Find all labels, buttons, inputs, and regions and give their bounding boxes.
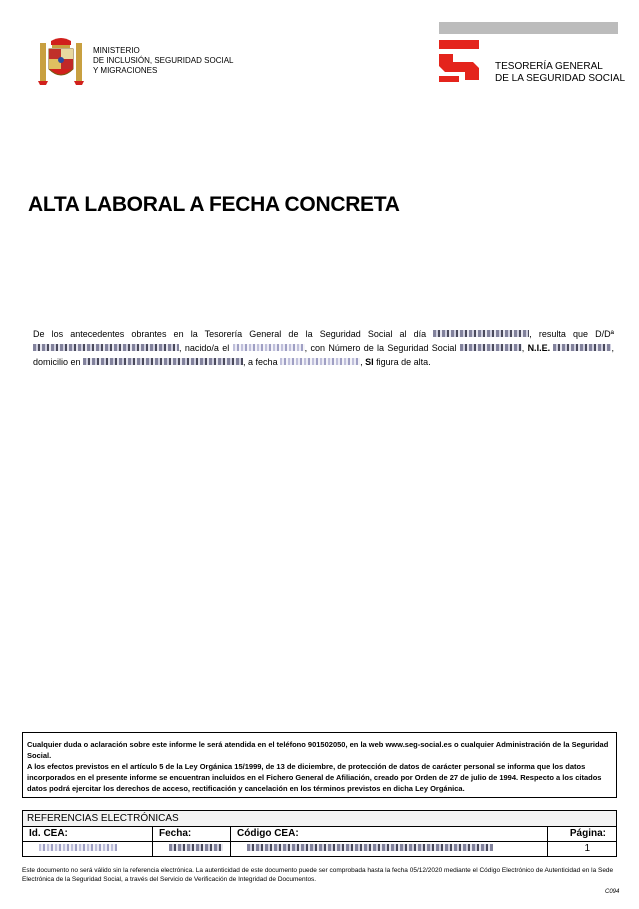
header-grey-bar [439, 22, 618, 34]
document-code: C094 [605, 889, 620, 895]
certificate-paragraph [33, 327, 614, 369]
ministry-line: MINISTERIO [93, 46, 140, 55]
body-text: , nacido/a el [179, 343, 230, 353]
redacted-ss-number [460, 344, 522, 351]
body-text: , [360, 357, 363, 367]
references-title: REFERENCIAS ELECTRÓNICAS [23, 811, 616, 827]
tgss-logo [439, 40, 481, 82]
references-header-row [23, 827, 616, 842]
redacted-address [83, 358, 243, 365]
redacted-fecha-cea [169, 844, 223, 851]
body-text: , resulta que D/Dª [529, 329, 614, 339]
redacted-codigo-cea [247, 844, 493, 851]
redacted-id-cea [39, 844, 117, 851]
body-text: De los antecedentes obrantes en la Tesorería General de la Seguridad Social al día [33, 329, 427, 339]
document-title: ALTA LABORAL A FECHA CONCRETA [28, 193, 400, 216]
tesoreria-name [495, 61, 625, 85]
redacted-birthdate [233, 344, 305, 351]
tesoreria-line: DE LA SEGURIDAD SOCIAL [495, 73, 626, 84]
ministry-line: DE INCLUSIÓN, SEGURIDAD SOCIAL [93, 56, 234, 65]
info-paragraph-privacy: A los efectos previstos en el artículo 5 de la Ley Orgánica 15/1999, de 13 de diciembre, de protección de datos de carácter personal se informa que los datos incorporados en el presente informe se encuentran incluidos en el Fichero General de Afiliación, creado por Orden de 27 de julio de 1994. Respecto a los citados datos podrá ejercitar los derechos de acceso, rectificación y cancelación en los términos previstos en dicha Ley Orgánica. [27, 762, 602, 793]
electronic-references-table [22, 810, 617, 857]
redacted-nie [553, 344, 611, 351]
redacted-date [433, 330, 529, 337]
header-id-cea: Id. CEA: [23, 827, 153, 841]
header-fecha: Fecha: [153, 827, 231, 841]
codigo-cea-value [231, 842, 548, 856]
redacted-name [33, 344, 179, 351]
pagina-value: 1 [584, 843, 590, 854]
header-codigo-cea: Código CEA: [231, 827, 548, 841]
ministry-line: Y MIGRACIONES [93, 66, 158, 75]
body-text: , a fecha [243, 357, 278, 367]
ministry-name [93, 46, 233, 76]
body-text: , domicilio en [33, 343, 614, 367]
info-paragraph-contact: Cualquier duda o aclaración sobre este informe le será atendida en el teléfono 901502050, en la web www.seg-social.es o cualquier Administración de la Seguridad Social. [27, 740, 609, 760]
body-text: , con Número de la Seguridad Social [304, 343, 457, 353]
nie-label: N.I.E. [527, 343, 551, 353]
redacted-fecha [280, 358, 360, 365]
tesoreria-line: TESORERÍA GENERAL [495, 61, 603, 72]
validity-footnote: Este documento no será válido sin la referencia electrónica. La autenticidad de este documento puede ser comprobada hasta la fecha 05/12/2020 mediante el Código Electrónico de Autenticidad en la Sede Electrónica de la Seguridad Social, a través del Servicio de Verificación de Integridad de Documentos. [22, 867, 614, 883]
header-pagina: Página: [569, 828, 606, 839]
info-notice-box [22, 732, 617, 798]
fecha-value [153, 842, 231, 856]
si-label: SI [365, 357, 374, 367]
coat-of-arms-logo [36, 35, 86, 89]
id-cea-value [23, 842, 153, 856]
body-text: figura de alta. [376, 357, 431, 367]
body-text: , [521, 343, 525, 353]
references-value-row [23, 842, 616, 856]
